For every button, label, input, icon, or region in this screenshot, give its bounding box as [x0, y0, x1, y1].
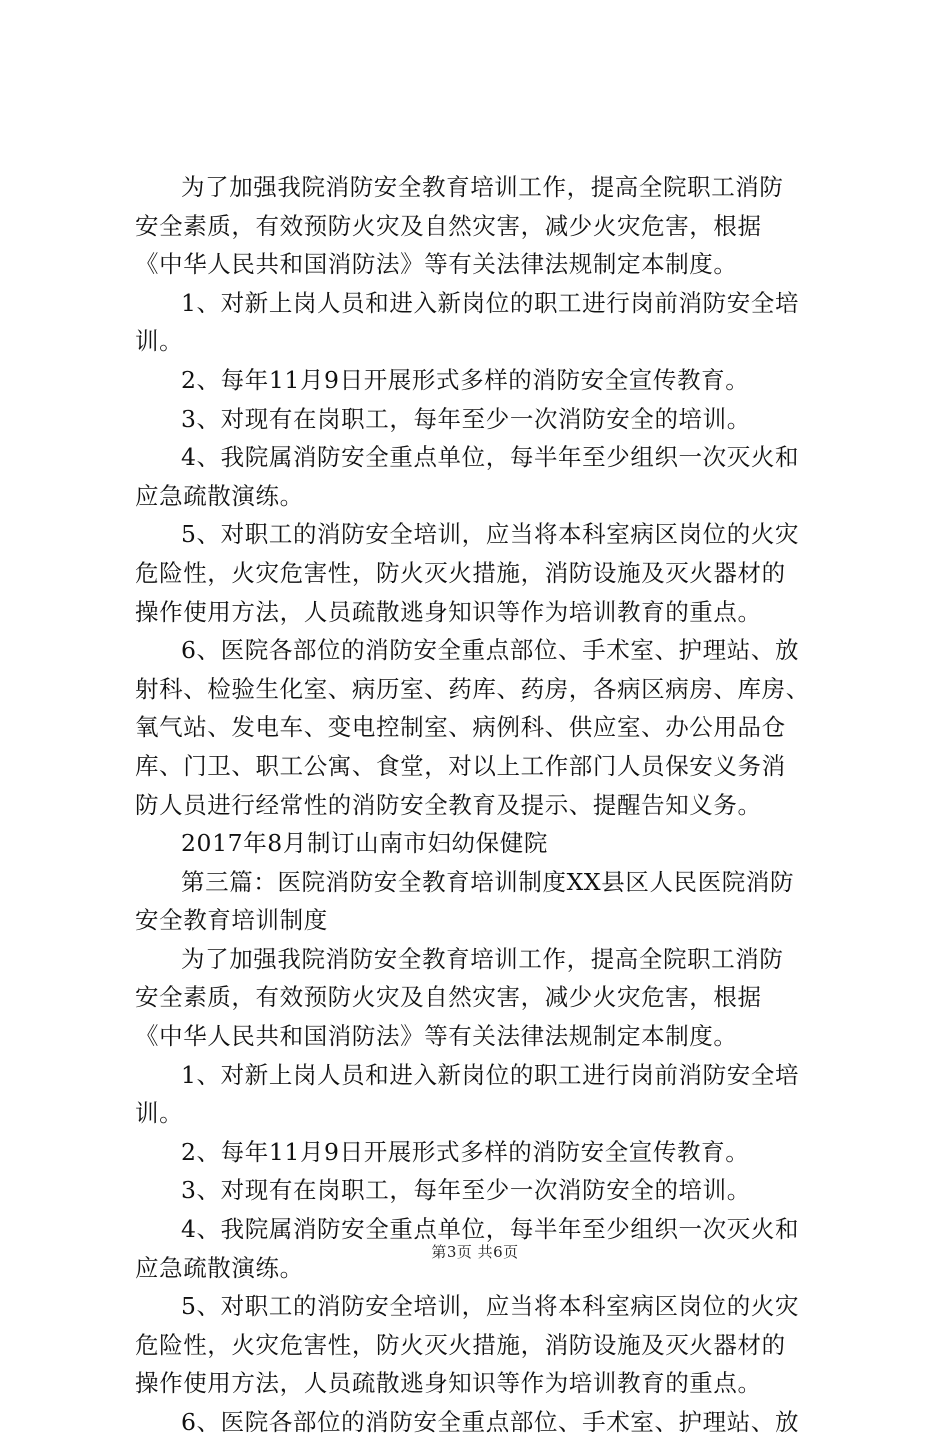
text-line: 2017年8月制订山南市妇幼保健院	[181, 829, 548, 858]
text-line: 训。	[135, 327, 184, 356]
text-line: 安全素质，有效预防火灾及自然灾害，减少火灾危害，根据	[135, 983, 762, 1012]
text-line: 3、对现有在岗职工，每年至少一次消防安全的培训。	[181, 1176, 751, 1205]
text-line: 应急疏散演练。	[135, 1253, 304, 1282]
text-line: 3、对现有在岗职工，每年至少一次消防安全的培训。	[181, 404, 751, 433]
text-line: 《中华人民共和国消防法》等有关法律法规制定本制度。	[135, 1022, 738, 1051]
text-line: 为了加强我院消防安全教育培训工作，提高全院职工消防	[181, 173, 784, 201]
text-line: 5、对职工的消防安全培训，应当将本科室病区岗位的火灾	[181, 1292, 800, 1321]
text-line: 6、医院各部位的消防安全重点部位、手术室、护理站、放	[181, 1408, 800, 1436]
text-line: 第三篇：医院消防安全教育培训制度XX县区人民医院消防	[181, 867, 795, 896]
text-line: 训。	[135, 1099, 184, 1128]
text-line: 2、每年11月9日开展形式多样的消防安全宣传教育。	[181, 365, 750, 394]
text-line: 4、我院属消防安全重点单位，每半年至少组织一次灭火和	[181, 1215, 800, 1244]
text-line: 库、门卫、职工公寓、食堂，对以上工作部门人员保安义务消	[135, 751, 786, 780]
text-line: 2、每年11月9日开展形式多样的消防安全宣传教育。	[181, 1137, 750, 1166]
text-line: 危险性，火灾危害性，防火灭火措施，消防设施及灭火器材的	[135, 558, 786, 587]
text-line: 射科、检验生化室、病历室、药库、药房，各病区病房、库房、	[135, 674, 810, 703]
text-line: 操作使用方法，人员疏散逃身知识等作为培训教育的重点。	[135, 597, 762, 626]
text-line: 安全教育培训制度	[135, 906, 328, 935]
text-line: 操作使用方法，人员疏散逃身知识等作为培训教育的重点。	[135, 1369, 762, 1398]
text-line: 6、医院各部位的消防安全重点部位、手术室、护理站、放	[181, 636, 800, 665]
text-line: 4、我院属消防安全重点单位，每半年至少组织一次灭火和	[181, 443, 800, 472]
text-line: 危险性，火灾危害性，防火灭火措施，消防设施及灭火器材的	[135, 1330, 786, 1359]
text-line: 1、对新上岗人员和进入新岗位的职工进行岗前消防安全培	[181, 288, 800, 317]
page-number-footer: 第3页 共6页	[431, 1243, 519, 1261]
text-line: 防人员进行经常性的消防安全教育及提示、提醒告知义务。	[135, 790, 762, 819]
text-line: 氧气站、发电车、变电控制室、病例科、供应室、办公用品仓	[135, 713, 786, 742]
text-line: 1、对新上岗人员和进入新岗位的职工进行岗前消防安全培	[181, 1060, 800, 1089]
text-line: 安全素质，有效预防火灾及自然灾害，减少火灾危害，根据	[135, 211, 762, 240]
text-line: 应急疏散演练。	[135, 481, 304, 510]
text-line: 为了加强我院消防安全教育培训工作，提高全院职工消防	[181, 944, 784, 973]
text-line: 《中华人民共和国消防法》等有关法律法规制定本制度。	[135, 250, 738, 279]
text-line: 5、对职工的消防安全培训，应当将本科室病区岗位的火灾	[181, 520, 800, 549]
